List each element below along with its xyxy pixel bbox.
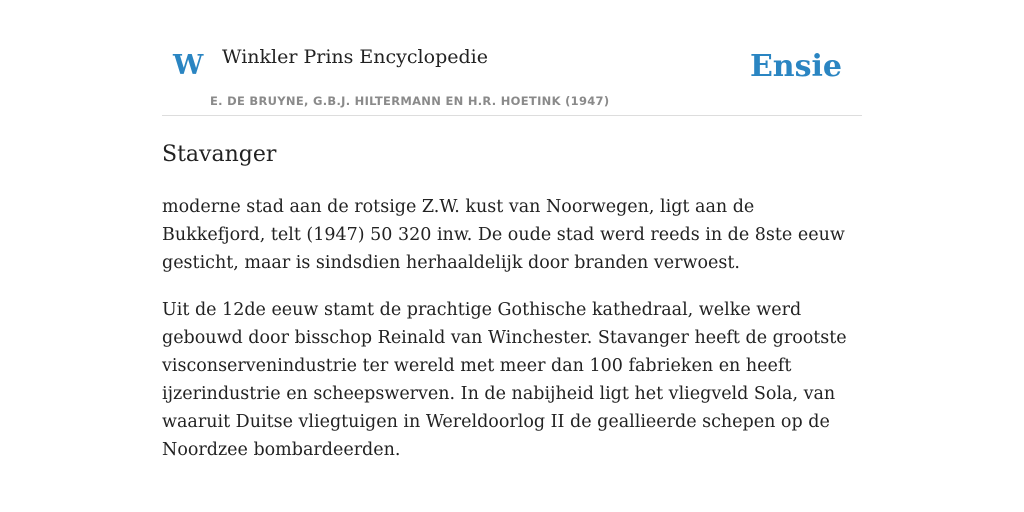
content-container bbox=[162, 0, 862, 460]
source-title[interactable]: Winkler Prins Encyclopedie bbox=[222, 46, 488, 68]
source-authors: E. DE BRUYNE, G.B.J. HILTERMANN EN H.R. HOETINK (1947) bbox=[210, 94, 610, 108]
article-paragraph: Uit de 12de eeuw stamt de prachtige Gothische kathedraal, welke werd gebouwd door bisschop Reinald van Winchester. Stavanger heeft de grootste visconservenindustrie ter wereld met meer dan 100 fabrieken en heeft ijzerindustrie en scheepswerven. In de nabijheid ligt het vliegveld Sola, van waaruit Duitse vliegtuigen in Wereldoorlog II de geallieerde schepen op de Noordzee bombardeerden. bbox=[162, 300, 847, 460]
article-paragraph: moderne stad aan de rotsige Z.W. kust van Noorwegen, ligt aan de Bukkefjord, telt (1947) 50 320 inw. De oude stad werd reeds in de 8ste eeuw gesticht, maar is sindsdien herhaaldelijk door branden verwoest. bbox=[162, 197, 845, 273]
source-header bbox=[162, 0, 862, 116]
source-logo: W bbox=[173, 50, 204, 81]
brand-logo[interactable]: Ensie bbox=[749, 49, 842, 84]
entry-title: Stavanger bbox=[162, 142, 277, 167]
